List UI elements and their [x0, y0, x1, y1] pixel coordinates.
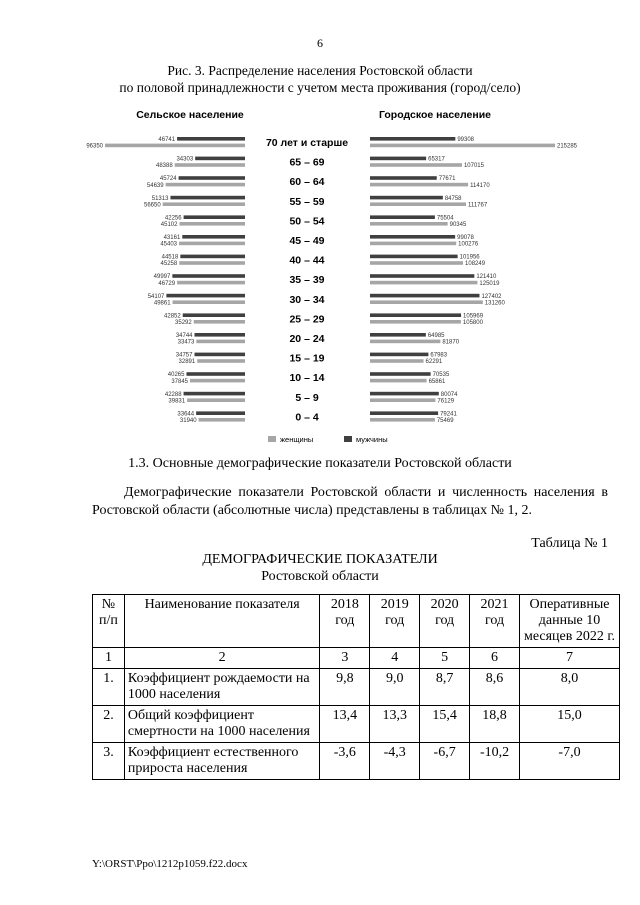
urban-women-value: 62291 — [425, 359, 443, 366]
urban-men-value: 99078 — [457, 235, 474, 241]
table-cell: 15,0 — [520, 706, 620, 743]
urban-men-value: 80074 — [440, 391, 458, 398]
urban-women-value: 90345 — [449, 222, 467, 228]
rural-men-bar — [184, 392, 245, 396]
header-cell: 2018 год — [320, 595, 370, 648]
urban-women-bar — [370, 222, 448, 226]
age-group-label: 10 – 14 — [289, 372, 325, 385]
legend-men-label: мужчины — [356, 435, 388, 444]
rural-men-bar — [195, 333, 245, 337]
table-cell: 18,8 — [470, 706, 520, 743]
table-cell: 8,0 — [520, 669, 620, 706]
urban-men-value: 75504 — [436, 215, 454, 222]
rural-men-bar — [177, 137, 245, 141]
rural-women-bar — [105, 144, 245, 148]
rural-men-value: 34744 — [175, 333, 193, 339]
urban-men-bar — [370, 196, 443, 200]
urban-women-bar — [370, 379, 427, 383]
urban-women-value: 107015 — [463, 163, 484, 170]
rural-men-bar — [196, 411, 245, 415]
table-cell: -4,3 — [370, 743, 420, 780]
table-row — [93, 743, 620, 780]
urban-men-value: 101956 — [459, 254, 480, 261]
rural-men-value: 33644 — [177, 411, 195, 418]
table-cell: -3,6 — [320, 743, 370, 780]
urban-women-value: 75469 — [436, 418, 454, 424]
table-title-line-2: Ростовской области — [261, 569, 379, 584]
urban-men-bar — [370, 137, 455, 141]
urban-men-bar — [370, 274, 474, 278]
table-row — [93, 669, 620, 706]
table-cell: -10,2 — [470, 743, 520, 780]
table-cell: 2. — [93, 706, 125, 743]
table-row — [93, 706, 620, 743]
urban-men-bar — [370, 392, 439, 396]
urban-panel-title: Городское население — [378, 109, 492, 121]
table-cell: -6,7 — [420, 743, 470, 780]
urban-women-value: 65861 — [428, 378, 446, 385]
rural-men-value: 45724 — [159, 176, 177, 183]
rural-women-bar — [196, 340, 245, 344]
rural-women-value: 45403 — [160, 241, 178, 248]
age-group-label: 40 – 44 — [289, 254, 325, 267]
urban-men-value: 70535 — [432, 372, 450, 379]
rural-women-value: 37845 — [171, 378, 189, 385]
figure-caption-line-1: Рис. 3. Распределение населения Ростовской области — [167, 63, 473, 78]
table-cell: 3. — [93, 743, 125, 780]
urban-men-value: 84758 — [444, 195, 462, 202]
rural-men-bar — [182, 235, 245, 239]
section-heading: 1.3. Основные демографические показатели Ростовской области — [128, 456, 512, 471]
legend-women-swatch — [268, 436, 276, 442]
rural-women-bar — [190, 379, 245, 383]
urban-men-value: 79241 — [440, 411, 457, 418]
rural-women-bar — [199, 418, 245, 422]
urban-men-bar — [370, 313, 461, 317]
table-cell: Коэффициент естественного прироста населения — [124, 743, 319, 780]
rural-women-value: 46729 — [158, 280, 176, 287]
urban-men-bar — [370, 215, 435, 219]
rural-men-value: 42288 — [164, 391, 182, 398]
age-group-label: 5 – 9 — [295, 391, 319, 404]
urban-women-bar — [370, 398, 435, 402]
rural-women-value: 54639 — [146, 182, 164, 189]
rural-women-value: 45258 — [160, 261, 178, 268]
demographic-table — [92, 594, 620, 780]
urban-women-value: 105800 — [462, 320, 483, 326]
table-cell: Общий коэффициент смертности на 1000 населения — [124, 706, 319, 743]
rural-women-bar — [173, 300, 245, 304]
rural-women-bar — [177, 281, 245, 285]
urban-men-value: 65317 — [428, 156, 445, 163]
rural-women-bar — [179, 242, 245, 246]
age-group-label: 55 – 59 — [289, 195, 325, 208]
column-number-cell: 7 — [520, 648, 620, 669]
rural-men-bar — [180, 255, 245, 259]
legend-men-swatch — [344, 436, 352, 442]
urban-men-bar — [370, 294, 479, 298]
urban-women-value: 114170 — [470, 182, 490, 189]
urban-men-bar — [370, 157, 426, 161]
column-number-row — [93, 648, 620, 669]
intro-paragraph — [92, 484, 608, 520]
rural-men-bar — [166, 294, 245, 298]
urban-women-bar — [370, 261, 463, 265]
table-cell: -7,0 — [520, 743, 620, 780]
age-group-label: 70 лет и старше — [265, 137, 349, 149]
rural-men-bar — [195, 157, 245, 161]
table-cell: 8,7 — [420, 669, 470, 706]
urban-women-bar — [370, 202, 466, 206]
urban-men-bar — [370, 411, 438, 415]
legend-women-label: женщины — [280, 435, 314, 444]
table-cell: 15,4 — [420, 706, 470, 743]
urban-women-value: 81870 — [442, 339, 460, 346]
rural-women-value: 45102 — [160, 222, 178, 228]
rural-women-value: 49861 — [153, 300, 171, 307]
age-group-label: 60 – 64 — [289, 176, 325, 189]
column-number-cell: 4 — [370, 648, 420, 669]
rural-women-value: 48388 — [156, 163, 173, 170]
rural-women-value: 39831 — [168, 398, 186, 405]
rural-men-bar — [183, 313, 245, 317]
urban-women-value: 111767 — [468, 202, 488, 209]
rural-men-value: 43161 — [163, 235, 181, 241]
header-cell: Оперативные данные 10 месяцев 2022 г. — [520, 595, 620, 648]
urban-men-bar — [370, 333, 426, 337]
urban-women-bar — [370, 242, 456, 246]
urban-women-value: 125019 — [479, 280, 500, 287]
age-group-label: 15 – 19 — [289, 352, 325, 365]
age-group-label: 0 – 4 — [295, 411, 319, 424]
urban-women-bar — [370, 163, 462, 167]
rural-women-value: 96350 — [86, 143, 103, 150]
header-cell: Наименование показателя — [124, 595, 319, 648]
table-cell: 13,4 — [320, 706, 370, 743]
rural-women-bar — [163, 202, 245, 206]
rural-men-value: 40265 — [167, 372, 185, 379]
urban-men-bar — [370, 255, 458, 259]
header-cell: 2021 год — [470, 595, 520, 648]
age-group-label: 65 – 69 — [289, 156, 325, 169]
rural-men-value: 51313 — [151, 195, 169, 202]
rural-men-bar — [194, 353, 245, 357]
urban-men-value: 67983 — [430, 352, 448, 359]
figure-caption-line-2: по половой принадлежности с учетом места проживания (город/село) — [119, 80, 521, 95]
rural-men-value: 34303 — [176, 156, 194, 163]
rural-men-bar — [170, 196, 245, 200]
urban-men-value: 64985 — [427, 333, 445, 339]
rural-women-bar — [187, 398, 245, 402]
urban-women-value: 131260 — [484, 300, 505, 307]
urban-women-bar — [370, 144, 555, 148]
urban-men-bar — [370, 372, 431, 376]
urban-women-value: 76129 — [437, 398, 455, 405]
age-group-label: 35 – 39 — [289, 274, 325, 287]
rural-men-bar — [172, 274, 245, 278]
urban-women-bar — [370, 300, 483, 304]
rural-men-value: 42256 — [164, 215, 182, 222]
urban-men-value: 105969 — [463, 313, 484, 320]
rural-women-bar — [179, 222, 245, 226]
rural-men-bar — [179, 176, 245, 180]
rural-women-bar — [194, 320, 245, 324]
urban-women-value: 108249 — [465, 261, 486, 268]
figure-caption — [0, 62, 640, 96]
urban-women-bar — [370, 281, 477, 285]
intro-paragraph-text: Демографические показатели Ростовской области и численность населения в Ростовской области (абсолютные числа) представлены в таблицах № 1, 2. — [92, 485, 608, 518]
rural-men-value: 46741 — [158, 137, 176, 143]
age-group-label: 30 – 34 — [289, 293, 325, 306]
rural-men-value: 34757 — [175, 352, 193, 359]
rural-women-value: 31940 — [179, 418, 197, 424]
page-number: 6 — [317, 36, 323, 50]
column-number-cell: 5 — [420, 648, 470, 669]
urban-men-value: 77671 — [438, 176, 456, 183]
rural-women-value: 35292 — [175, 320, 192, 326]
urban-women-bar — [370, 320, 461, 324]
header-cell: № п/п — [93, 595, 125, 648]
age-group-label: 45 – 49 — [289, 235, 325, 247]
column-number-cell: 1 — [93, 648, 125, 669]
urban-men-bar — [370, 353, 428, 357]
urban-women-value: 100276 — [458, 241, 479, 248]
rural-men-value: 42852 — [164, 313, 181, 320]
rural-women-value: 32891 — [178, 359, 196, 366]
table-header-row — [93, 595, 620, 648]
rural-women-bar — [197, 359, 245, 363]
age-group-label: 25 – 29 — [289, 313, 325, 326]
rural-men-value: 54107 — [147, 293, 165, 300]
column-number-cell: 3 — [320, 648, 370, 669]
rural-men-bar — [186, 372, 245, 376]
table-number: Таблица № 1 — [531, 536, 608, 551]
urban-men-value: 121410 — [476, 274, 497, 281]
rural-panel-title: Сельское население — [136, 109, 244, 121]
rural-women-bar — [179, 261, 245, 265]
urban-women-bar — [370, 359, 424, 363]
file-path-footer: Y:\ORST\Ppo\1212p1059.f22.docx — [92, 858, 248, 870]
table-cell: 9,0 — [370, 669, 420, 706]
table-cell: 8,6 — [470, 669, 520, 706]
table-cell: 1. — [93, 669, 125, 706]
urban-women-value: 215285 — [557, 143, 578, 150]
rural-women-value: 33473 — [177, 339, 195, 346]
table-title — [0, 551, 640, 585]
population-pyramid-chart — [0, 100, 640, 460]
urban-women-bar — [370, 418, 435, 422]
age-group-label: 20 – 24 — [289, 333, 325, 345]
column-number-cell: 6 — [470, 648, 520, 669]
urban-men-bar — [370, 176, 437, 180]
rural-women-bar — [166, 183, 245, 187]
table-cell: 13,3 — [370, 706, 420, 743]
rural-women-bar — [175, 163, 245, 167]
table-cell: 9,8 — [320, 669, 370, 706]
table-title-line-1: ДЕМОГРАФИЧЕСКИЕ ПОКАЗАТЕЛИ — [202, 552, 438, 567]
header-cell: 2020 год — [420, 595, 470, 648]
urban-women-bar — [370, 340, 440, 344]
column-number-cell: 2 — [124, 648, 319, 669]
rural-men-value: 44518 — [161, 254, 179, 261]
urban-men-bar — [370, 235, 455, 239]
header-cell: 2019 год — [370, 595, 420, 648]
urban-men-value: 127402 — [481, 293, 502, 300]
table-cell: Коэффициент рождаемости на 1000 населения — [124, 669, 319, 706]
rural-men-value: 49997 — [153, 274, 171, 281]
urban-women-bar — [370, 183, 468, 187]
age-group-label: 50 – 54 — [289, 215, 325, 228]
rural-women-value: 56650 — [143, 202, 161, 209]
urban-men-value: 99308 — [457, 137, 475, 143]
rural-men-bar — [184, 215, 245, 219]
